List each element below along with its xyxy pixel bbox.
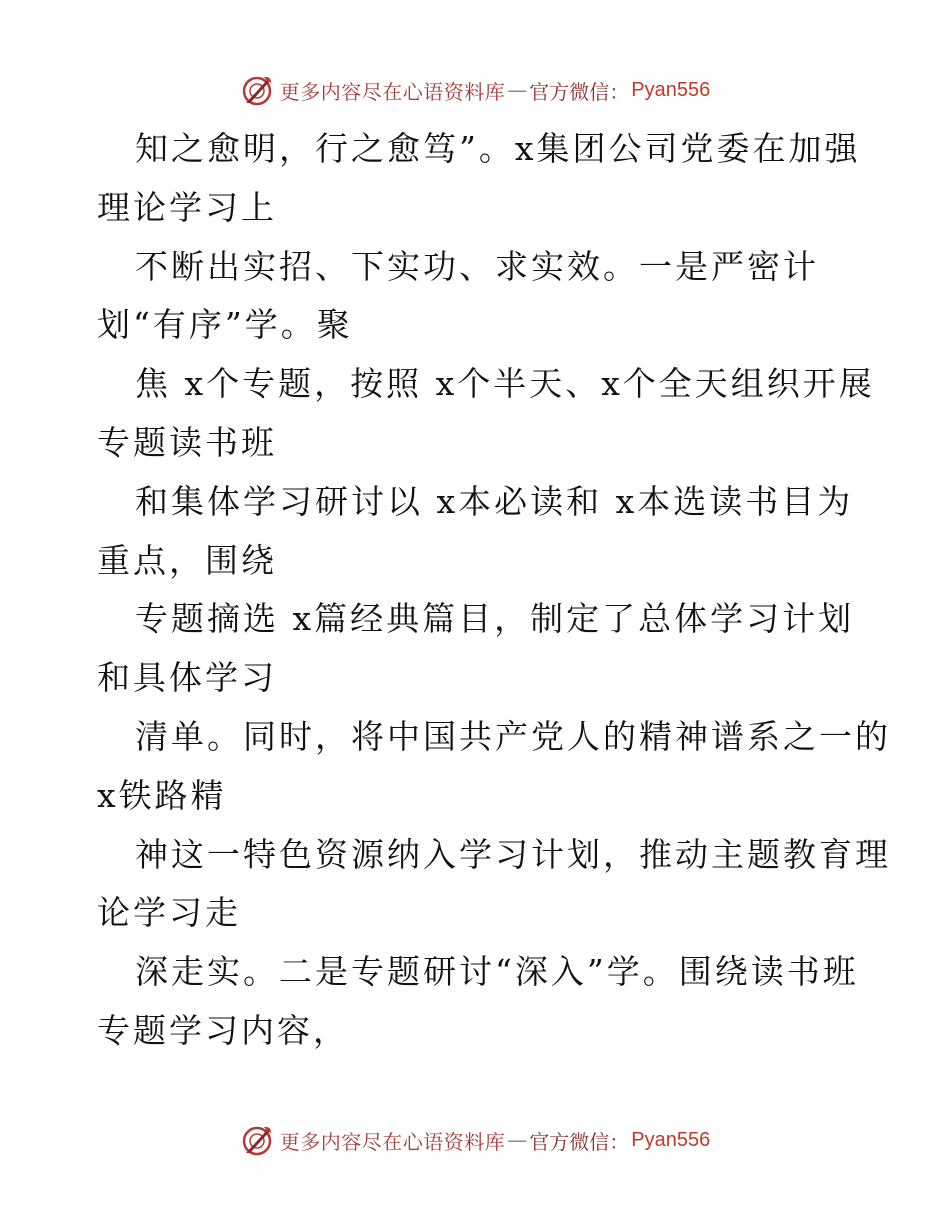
text-line: 深走实。二是专题研讨“深入”学。围绕读书班: [135, 952, 859, 992]
text-line: 专题读书班: [97, 422, 277, 462]
text-line: 不断出实招、下实功、求实效。一是严密计: [135, 246, 819, 286]
text-line: 知之愈明，行之愈笃”。x集团公司党委在加强: [135, 129, 861, 168]
header-watermark: [0, 70, 950, 110]
text-line: 神这一特色资源纳入学习计划，推动主题教育理: [135, 834, 891, 874]
footer-watermark-dash: —: [507, 1128, 528, 1152]
quill-logo-icon: [240, 73, 274, 107]
document-body: [97, 120, 897, 1061]
footer-wechat-label: 官方微信：: [529, 1129, 630, 1154]
footer-wechat-id: Pyan556: [631, 1128, 711, 1151]
text-line: x铁路精: [97, 775, 227, 815]
header-wechat-label: 官方微信：: [529, 79, 630, 104]
text-line: 论学习走: [97, 893, 241, 933]
footer-watermark: [0, 1120, 950, 1160]
text-line: 焦 x个专题，按照 x个半天、x个全天组织开展: [135, 364, 875, 404]
text-line: 专题摘选 x篇经典篇目，制定了总体学习计划: [135, 599, 855, 639]
text-line: 划“有序”学。聚: [97, 305, 353, 345]
header-watermark-dash: —: [507, 78, 528, 102]
text-line: 和集体学习研讨以 x本必读和 x本选读书目为: [135, 481, 854, 521]
header-watermark-text: 更多内容尽在心语资料库: [279, 79, 506, 104]
text-line: 清单。同时，将中国共产党人的精神谱系之一的: [135, 716, 891, 756]
text-line: 重点，围绕: [97, 540, 277, 580]
quill-logo-icon: [240, 1123, 274, 1157]
footer-watermark-text: 更多内容尽在心语资料库: [279, 1129, 506, 1154]
header-wechat-id: Pyan556: [631, 78, 711, 101]
text-line: 和具体学习: [97, 658, 277, 698]
text-line: 专题学习内容，: [97, 1010, 349, 1050]
text-line: 理论学习上: [97, 187, 277, 227]
